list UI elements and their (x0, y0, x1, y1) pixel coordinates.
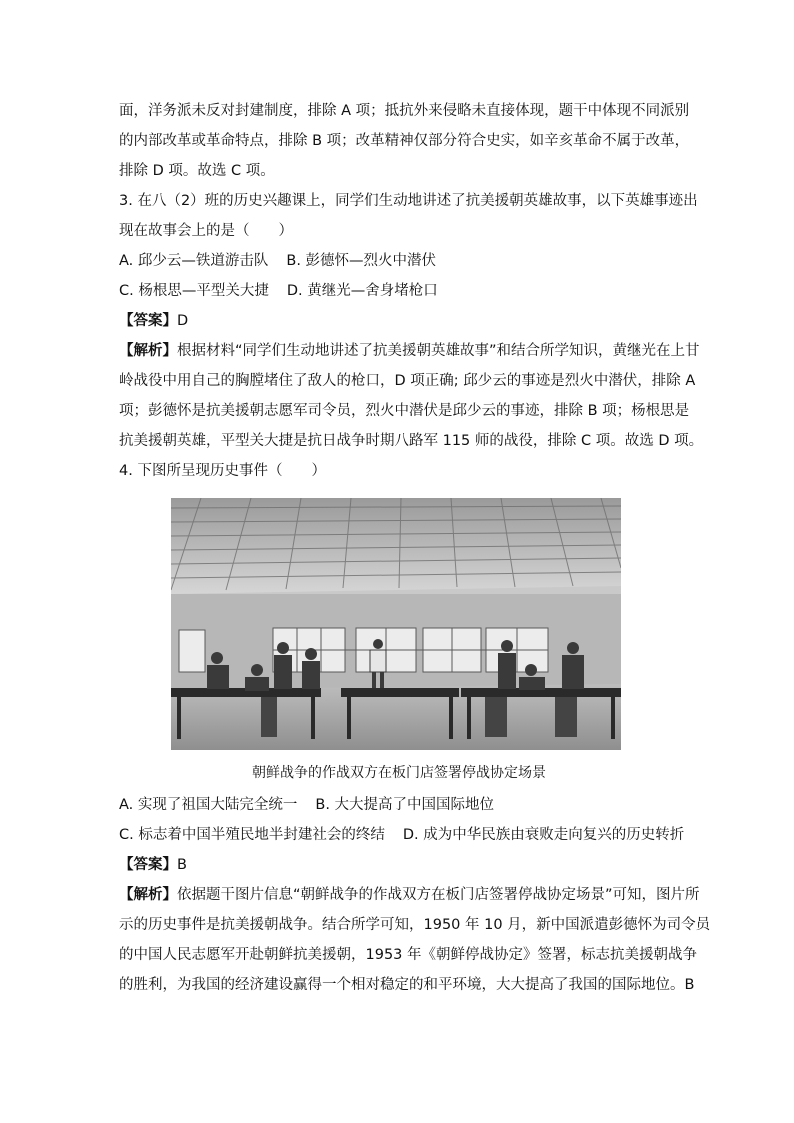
answer-value: D (177, 313, 189, 329)
analysis-text: 依据题干图片信息“朝鲜战争的作战双方在板门店签署停战协定场景”可知，图片所 (177, 887, 700, 903)
option-c: C. 杨根思—平型关大捷 (119, 283, 269, 299)
text-line: 排除 D 项。故选 C 项。 (119, 163, 275, 179)
analysis-text: 根据材料“同学们生动地讲述了抗美援朝英雄故事”和结合所学知识，黄继光在上甘 (177, 343, 700, 359)
question-3-stem: 现在故事会上的是（ ） (119, 223, 293, 239)
option-d: D. 成为中华民族由衰败走向复兴的历史转折 (402, 827, 685, 843)
question-3-options-row-1 (119, 246, 679, 276)
question-4-answer (119, 850, 679, 880)
analysis-text: 项；彭德怀是抗美援朝志愿军司令员，烈火中潜伏是邱少云的事迹，排除 B 项；杨根思是 (119, 403, 690, 419)
armistice-signing-photo (171, 498, 621, 750)
analysis-label: 【解析】 (119, 887, 177, 903)
option-d: D. 黄继光—舍身堵枪口 (286, 283, 438, 299)
analysis-text: 岭战役中用自己的胸膛堵住了敌人的枪口，D 项正确; 邱少云的事迹是烈火中潜伏，排除 A (119, 373, 696, 389)
question-3-analysis (119, 336, 700, 366)
question-3-answer (119, 306, 679, 336)
analysis-text: 的中国人民志愿军开赴朝鲜抗美援朝，1953 年《朝鲜停战协定》签署，标志抗美援朝战争 (119, 947, 698, 963)
question-3-options-row-2 (119, 276, 679, 306)
option-b: B. 大大提高了中国国际地位 (315, 797, 495, 813)
photo-caption: 朝鲜战争的作战双方在板门店签署停战协定场景 (252, 765, 546, 781)
option-b: B. 彭德怀—烈火中潜伏 (286, 253, 437, 269)
analysis-text: 抗美援朝英雄，平型关大捷是抗日战争时期八路军 115 师的战役，排除 C 项。故选 D 项。 (119, 433, 704, 449)
option-a: A. 实现了祖国大陆完全统一 (119, 797, 298, 813)
answer-value: B (177, 857, 187, 873)
option-a: A. 邱少云—铁道游击队 (119, 253, 269, 269)
text-line: 的内部改革或革命特点，排除 B 项；改革精神仅部分符合史实，如辛亥革命不属于改革， (119, 133, 690, 149)
question-4-analysis (119, 880, 700, 910)
question-4-stem: 4. 下图所呈现历史事件（ ） (119, 463, 326, 479)
option-c: C. 标志着中国半殖民地半封建社会的终结 (119, 827, 385, 843)
analysis-text: 示的历史事件是抗美援朝战争。结合所学可知，1950 年 10 月，新中国派遣彭德怀为司令员 (119, 917, 711, 933)
question-3-stem: 3. 在八（2）班的历史兴趣课上，同学们生动地讲述了抗美援朝英雄故事，以下英雄事迹出 (119, 193, 698, 209)
question-4-options-row-1 (119, 790, 679, 820)
question-4-options-row-2 (119, 820, 685, 850)
text-line: 面，洋务派未反对封建制度，排除 A 项；抵抗外来侵略未直接体现，题干中体现不同派别 (119, 103, 690, 119)
analysis-text: 的胜利，为我国的经济建设赢得一个相对稳定的和平环境，大大提高了我国的国际地位。B (119, 977, 695, 993)
answer-label: 【答案】 (119, 313, 177, 329)
analysis-label: 【解析】 (119, 343, 177, 359)
answer-label: 【答案】 (119, 857, 177, 873)
page-content (119, 96, 711, 1000)
